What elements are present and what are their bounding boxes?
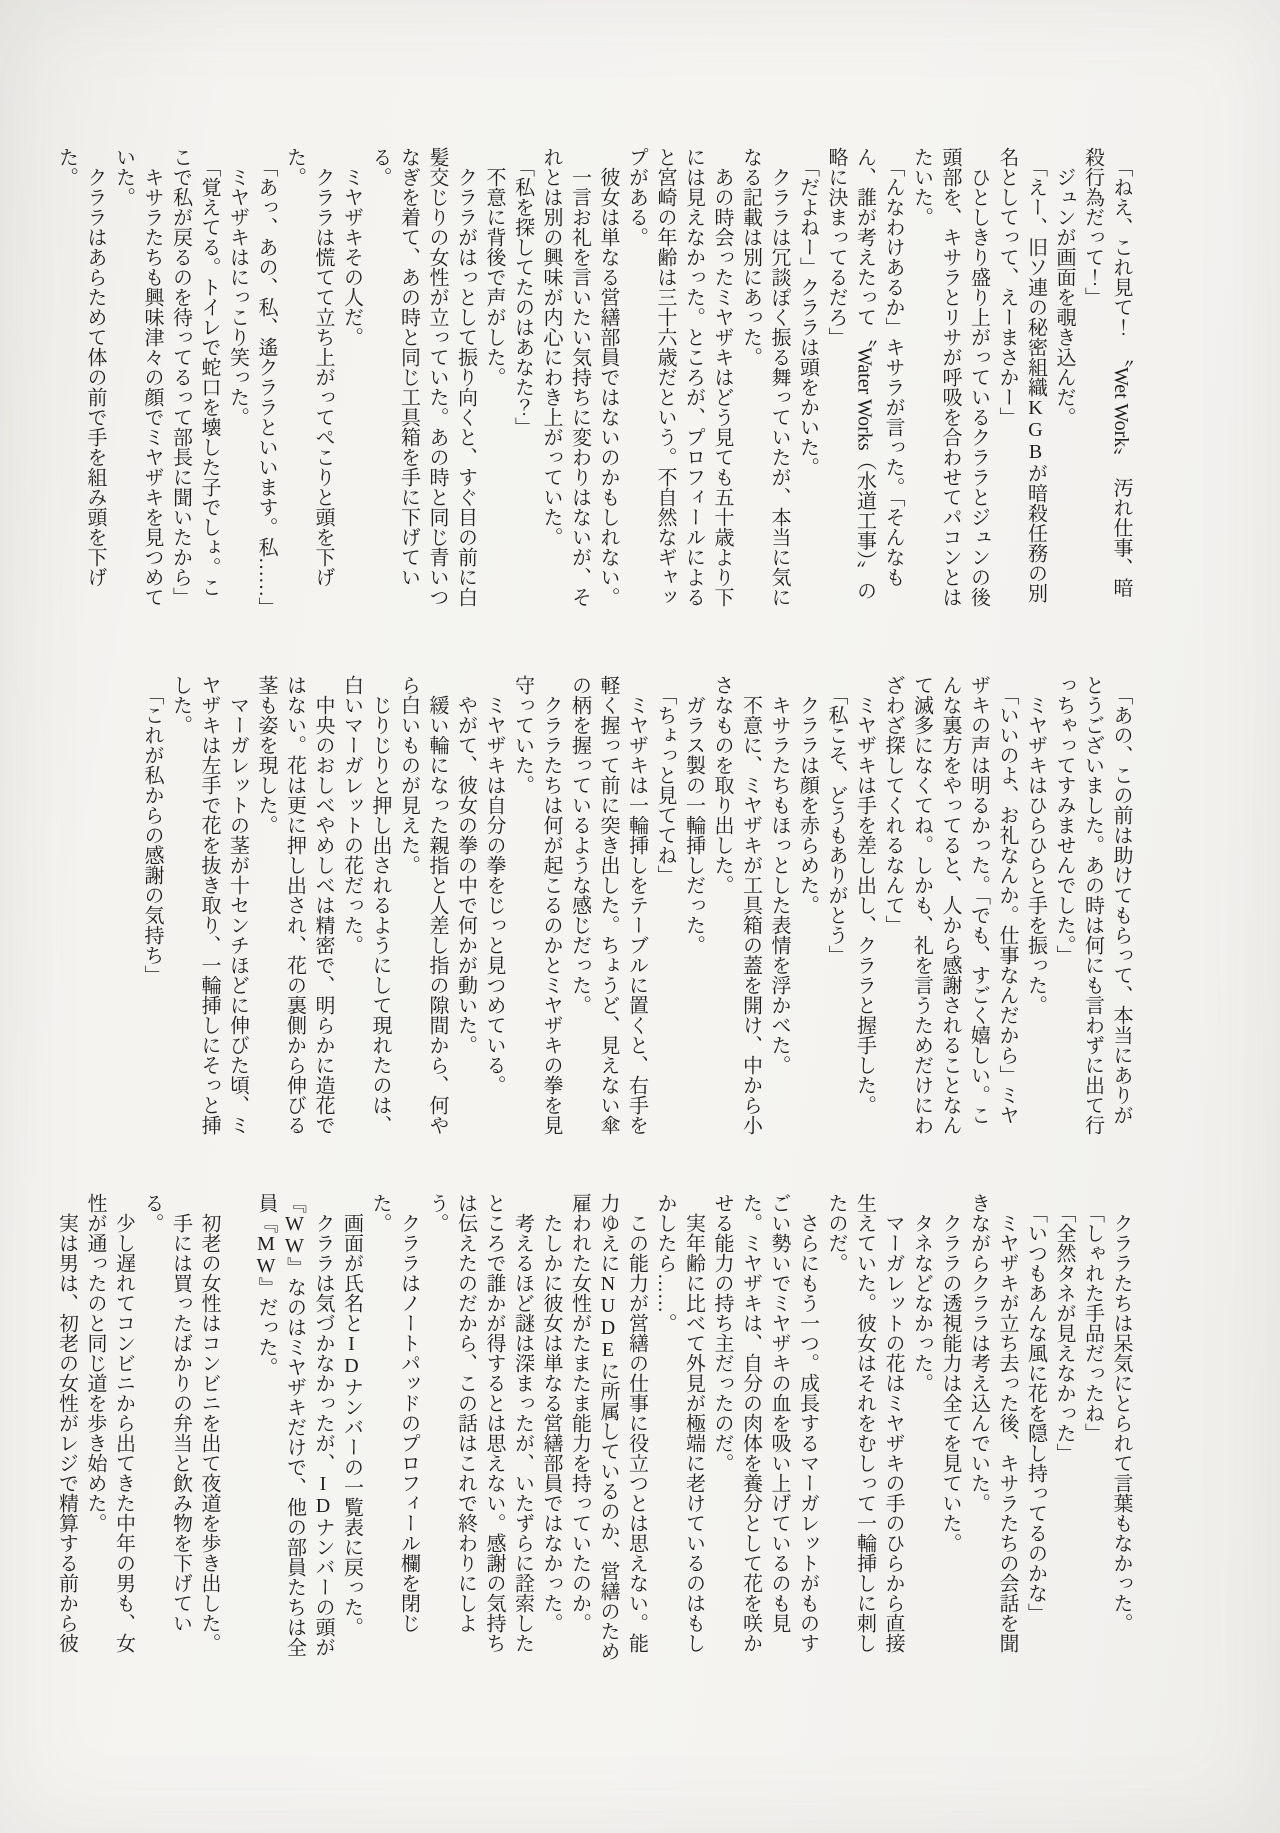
paragraph: 「全然タネが見えなかった」 <box>1053 1203 1075 1463</box>
paragraph: 「しゃれた手品だったね」 <box>1081 1203 1104 1443</box>
paragraph: 「私こそ、どうもありがとう」 <box>825 685 847 965</box>
paragraph: 「いいのよ、お礼なんか。仕事なんだから」ミヤザキの声は明るかった。「でも、すごく嬉しい。こんな裏方をやってると、人から感謝されることなんて滅多になくてね。しかも、礼を言うためだけにわざわざ探してくれるなんて」 <box>882 675 1018 1135</box>
paragraph: この能力が営繕の仕事に役立つとは思えない。能力ゆえにNUDEに所属しているのか、営繕のため雇われた女性がたまたま能力を持っていたのか。 <box>568 1193 648 1661</box>
upright-acronym: WW <box>283 1213 306 1257</box>
upright-acronym: KGB <box>1024 397 1047 463</box>
paragraph: 彼女は単なる営繕部員ではないのかもしれない。 <box>597 167 619 607</box>
paragraph: たしかに彼女は単なる営繕部員ではなかった。 <box>540 1213 562 1633</box>
paragraph: ジュンが画面を覗き込んだ。 <box>1053 167 1075 427</box>
paragraph: 画面が氏名とIDナンバーの一覧表に戻った。 <box>340 1213 363 1637</box>
paragraph: タネなどなかった。 <box>910 1213 933 1393</box>
paragraph: 一言お礼を言いたい気持ちに変わりはないが、それとは別の興味が内心にわき上がっていた。 <box>540 147 591 607</box>
paragraph: さらにもう一つ。成長するマーガレットがものすごい勢いでミヤザキの血を吸い上げているのも見た。ミヤザキは、自分の肉体を養分として花を咲かせる能力の持ち主だったのだ。 <box>711 1193 819 1653</box>
paragraph: 実は男は、初老の女性がレジで精算する前から彼 <box>55 1213 78 1653</box>
paragraph: 緩い輪になった親指と人差し指の隙間から、何やら白いものが見えた。 <box>397 675 448 1135</box>
paragraph: ミヤザキはにっこり笑った。 <box>226 167 249 427</box>
paragraph: 「んなわけあるか」キサラが言った。「そんなもん、誰が考えたって〝Water Works（水道工事）〟の略に決まってるだろ」 <box>825 147 904 601</box>
paragraph: 初老の女性はコンビニを出て夜道を歩き出した。 <box>198 1213 220 1653</box>
paragraph: クララは冗談ぽく振る舞っていたが、本当に気になる記載は別にあった。 <box>739 147 790 607</box>
paragraph: ミヤザキその人だ。 <box>340 167 363 347</box>
paragraph: 中央のおしべやめしべは精密で、明らかに造花ではない。花は更に押し出され、花の裏側から伸びる茎も姿を現した。 <box>255 675 334 1135</box>
paragraph: クララたちは呆気にとられて言葉もなかった。 <box>1110 1213 1132 1633</box>
paragraph: クララはあらためて体の前で手を組み頭を下げた。 <box>55 147 106 587</box>
paragraph: クララは顔を赤らめた。 <box>796 695 819 915</box>
paragraph: 不意に、ミヤザキが工具箱の蓋を開け、中から小さなものを取り出した。 <box>711 675 762 1135</box>
text-block-middle <box>138 675 1136 1144</box>
paragraph: ひとしきり盛り上がっているクララとジュンの後頭部を、キサラとリサが呼吸を合わせてパコンとはたいた。 <box>910 147 990 607</box>
paragraph: 「だよねー」クララは頭をかいた。 <box>796 157 819 477</box>
paragraph: ミヤザキは一輪挿しをテーブルに置くと、右手を軽く握って前に突き出した。ちょうど、見えない傘の柄を握っているような感じだった。 <box>568 675 648 1135</box>
paragraph: 少し遅れてコンビニから出てきた中年の男も、女性が通ったのと同じ道を歩き始めた。 <box>84 1193 135 1653</box>
paragraph: クララは慌てて立ち上がってぺこりと頭を下げた。 <box>283 147 334 587</box>
paragraph: 手には買ったばかりの弁当と飲み物を下げている。 <box>141 1193 192 1633</box>
upright-acronym: MW <box>255 1233 277 1277</box>
paragraph: やがて、彼女の拳の中で何かが動いた。 <box>454 695 477 1055</box>
paragraph: 実年齢に比べて外見が極端に老けているのはもしかしたら……。 <box>654 1193 705 1653</box>
paragraph: じりじりと押し出されるようにして現れたのは、白いマーガレットの花だった。 <box>340 675 391 1135</box>
scene-break <box>223 1193 252 1662</box>
paragraph: ミヤザキは手を差し出し、クララと握手した。 <box>853 695 876 1115</box>
paragraph: クララの透視能力は全てを見ていた。 <box>939 1213 961 1553</box>
text-block-top <box>52 147 1135 616</box>
paragraph: 「えー、旧ソ連の秘密組織KGBが暗殺任務の別名としてって、えーまさかー」 <box>996 147 1047 603</box>
paragraph: 「あっ、あの、私、遙クララといいます。私……」 <box>255 157 277 617</box>
paragraph: キサラたちもほっとした表情を浮かべた。 <box>768 695 790 1075</box>
text-block-bottom <box>52 1193 1135 1662</box>
paragraph: 「覚えてる。トイレで蛇口を壊した子でしょ。ここで私が戻るのを待ってるって部長に聞いたから」 <box>169 147 220 607</box>
paragraph: 「あの、この前は助けてもらって、本当にありがとうございました。あの時は何にも言わずに出て行っちゃってすみませんでした。」 <box>1053 675 1132 1135</box>
paragraph: 不意に背後で声がした。 <box>483 167 505 387</box>
paragraph: ミヤザキは自分の拳をじっと見つめている。 <box>483 695 505 1095</box>
upright-acronym: ID <box>340 1333 363 1377</box>
paragraph: ミヤザキが立ち去った後、キサラたちの会話を聞きながらクララは考え込んでいた。 <box>967 1193 1018 1653</box>
upright-acronym: NUDE <box>597 1273 619 1361</box>
paragraph: マーガレットの茎が十センチほどに伸びた頃、ミヤザキは左手で花を抜き取り、一輪挿しにそっと挿した。 <box>169 675 249 1135</box>
paragraph: 「私を探してたのはあなた？」 <box>511 157 534 437</box>
paragraph: ガラス製の一輪挿しだった。 <box>682 695 705 955</box>
paragraph: 考えるほど謎は深まったが、いたずらに詮索したところで誰かが得するとは思えない。感謝の気持ちは伝えたのだから、この話はこれで終わりにしよう。 <box>426 1193 534 1653</box>
paragraph: 「ちょっと見ててね」 <box>654 685 676 885</box>
paragraph: クララはノートパッドのプロフィール欄を閉じた。 <box>369 1193 420 1633</box>
upright-acronym: ID <box>312 1473 334 1517</box>
paragraph: 「これが私からの感謝の気持ち」 <box>141 685 163 985</box>
paragraph: あの時会ったミヤザキはどう見ても五十歳より下には見えなかった。ところが、プロフィールによると宮崎の年齢は三十六歳だという。不自然なギャップがある。 <box>625 147 733 607</box>
paragraph: クララは気づかなかったが、IDナンバーの頭が『WW』なのはミヤザキだけで、他の部員たちは全員『MW』だった。 <box>255 1193 334 1657</box>
paragraph: クララたちは何が起こるのかとミヤザキの拳を見守っていた。 <box>511 675 562 1135</box>
paragraph: ミヤザキはひらひらと手を振った。 <box>1024 695 1047 1015</box>
paragraph: 「ねえ、これ見て！ 〝Wet Work〟 汚れ仕事、暗殺行為だって！」 <box>1081 147 1132 598</box>
paragraph: クララがはっとして振り向くと、すぐ目の前に白髪交じりの女性が立っていた。あの時と同じ青いつなぎを着て、あの時と同じ工具箱を手に下げている。 <box>369 147 477 607</box>
paragraph: マーガレットの花はミヤザキの手のひらから直接生えていた。彼女はそれをむしって一輪挿しに刺したのだ。 <box>825 1193 904 1653</box>
paragraph: キサラたちも興味津々の顔でミヤザキを見つめていた。 <box>112 147 163 607</box>
paragraph: 「いつもあんな風に花を隠し持ってるのかな」 <box>1024 1203 1047 1623</box>
